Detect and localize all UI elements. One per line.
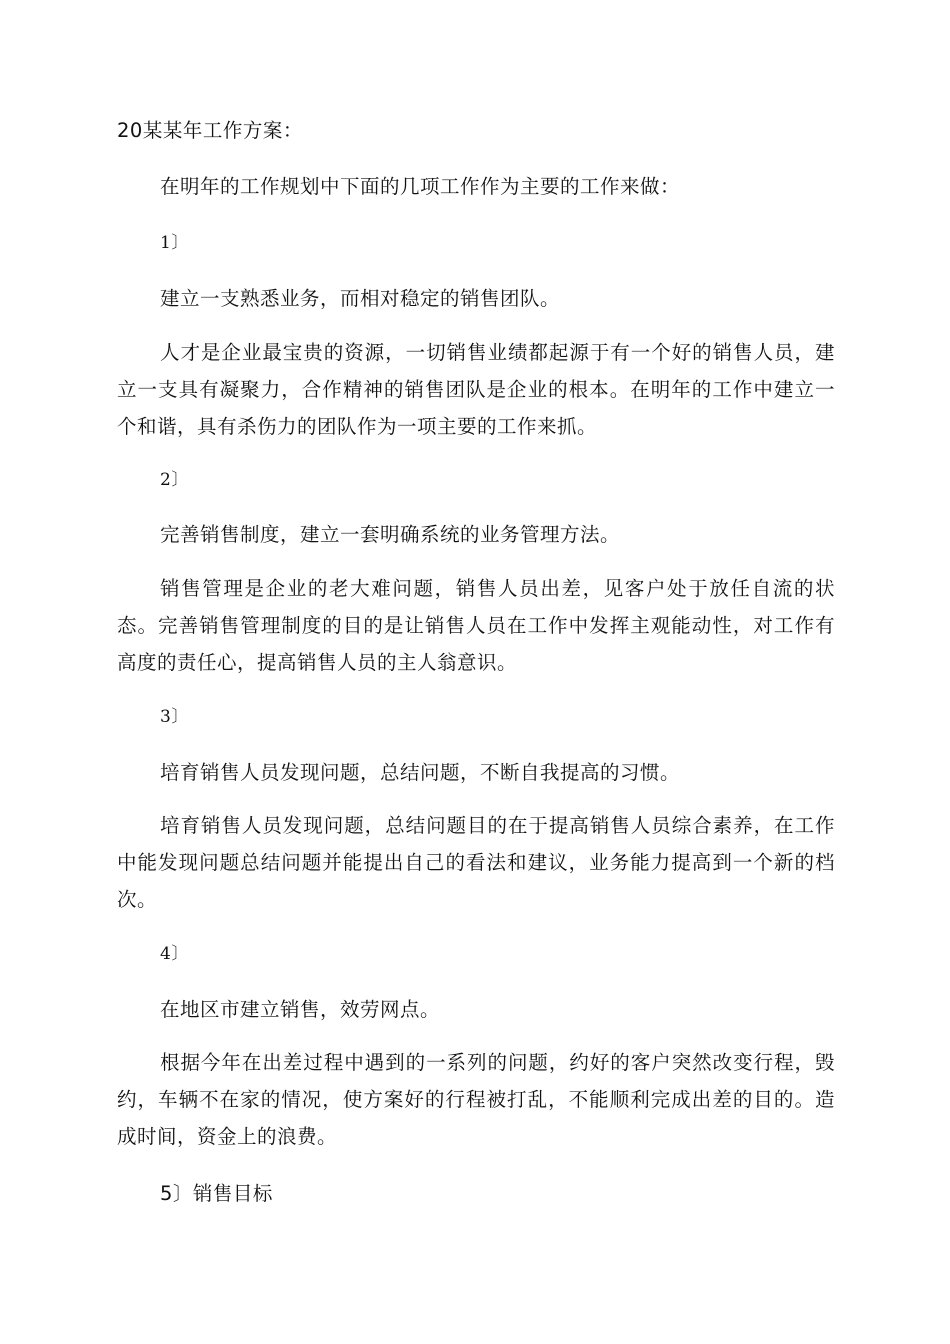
section-2-heading: 完善销售制度，建立一套明确系统的业务管理方法。 [160, 523, 621, 546]
section-3-heading: 培育销售人员发现问题，总结问题，不断自我提高的习惯。 [160, 761, 681, 784]
section-3-body: 培育销售人员发现问题，总结问题目的在于提高销售人员综合素养，在工作中能发现问题总结问题并能提出自己的看法和建议，业务能力提高到一个新的档次。 [117, 814, 835, 911]
section-1-body: 人才是企业最宝贵的资源，一切销售业绩都起源于有一个好的销售人员，建立一支具有凝聚力，合作精神的销售团队是企业的根本。在明年的工作中建立一个和谐，具有杀伤力的团队作为一项主要的工作来抓。 [117, 341, 835, 438]
section-3-number: 3〕 [160, 707, 189, 727]
section-4-body: 根据今年在出差过程中遇到的一系列的问题，约好的客户突然改变行程，毁约，车辆不在家的情况，使方案好的行程被打乱，不能顺利完成出差的目的。造成时间，资金上的浪费。 [117, 1051, 835, 1148]
section-4-number: 4〕 [160, 944, 189, 964]
section-2-number: 2〕 [160, 470, 189, 490]
intro-paragraph: 在明年的工作规划中下面的几项工作作为主要的工作来做： [160, 175, 681, 198]
section-1-heading: 建立一支熟悉业务，而相对稳定的销售团队。 [160, 287, 561, 310]
document-title: 20某某年工作方案： [117, 119, 303, 142]
section-4-heading: 在地区市建立销售，效劳网点。 [160, 998, 441, 1021]
section-1-number: 1〕 [160, 233, 189, 253]
section-5-title: 5〕销售目标 [160, 1182, 273, 1205]
section-2-body: 销售管理是企业的老大难问题，销售人员出差，见客户处于放任自流的状态。完善销售管理制度的目的是让销售人员在工作中发挥主观能动性，对工作有高度的责任心，提高销售人员的主人翁意识。 [117, 577, 835, 674]
